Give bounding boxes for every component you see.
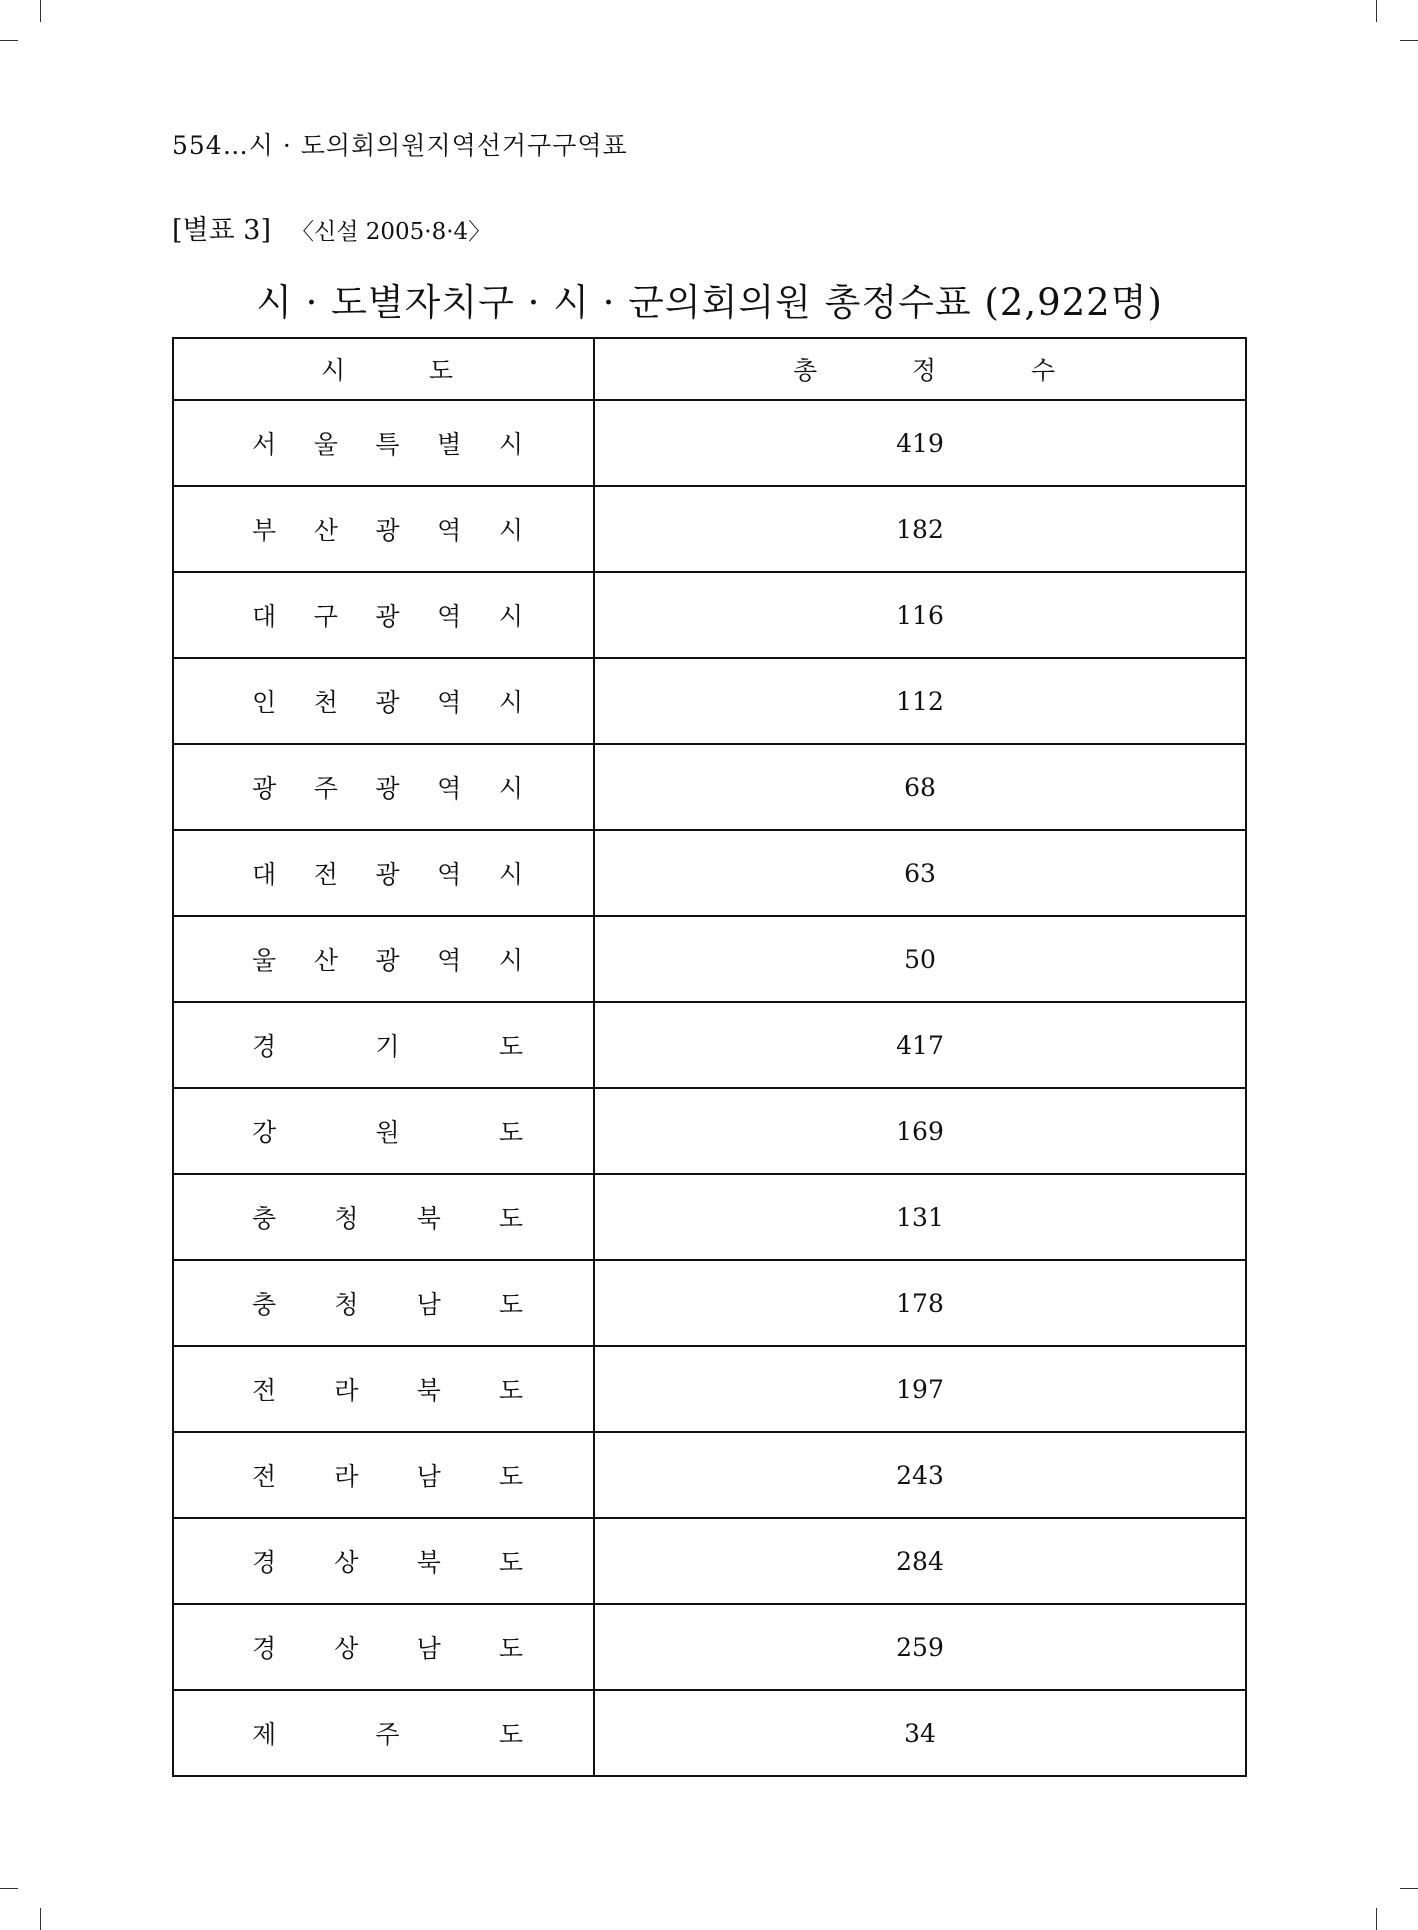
- header-char: 시: [321, 356, 346, 385]
- council-count-cell: 419: [594, 400, 1246, 486]
- region-name-char: 원: [375, 1118, 400, 1147]
- region-name-char: 부: [252, 516, 277, 545]
- column-header-region: [173, 338, 594, 400]
- region-name-char: 광: [375, 946, 400, 975]
- region-name-char: 시: [498, 860, 523, 889]
- council-count-cell: 178: [594, 1260, 1246, 1346]
- region-name-char: 충: [252, 1290, 277, 1319]
- table-row: [173, 1432, 1246, 1518]
- region-name-char: 광: [375, 602, 400, 631]
- region-name-cell: [173, 744, 594, 830]
- region-name-char: 특: [375, 430, 400, 459]
- table-row: [173, 486, 1246, 572]
- region-name-char: 제: [252, 1720, 277, 1749]
- region-name-char: 울: [313, 430, 338, 459]
- region-name-char: 상: [334, 1548, 359, 1577]
- council-count-cell: 284: [594, 1518, 1246, 1604]
- table-row: [173, 400, 1246, 486]
- region-name-char: 도: [498, 1204, 523, 1233]
- table-label-text: [별표 3]: [172, 215, 271, 246]
- table-row: [173, 1518, 1246, 1604]
- region-name-char: 역: [437, 516, 462, 545]
- table-title: 시 · 도별자치구 · 시 · 군의회의원 총정수표 (2,922명): [256, 281, 1163, 324]
- region-name-cell: [173, 1002, 594, 1088]
- council-count-cell: 112: [594, 658, 1246, 744]
- region-name-char: 주: [313, 774, 338, 803]
- region-name-cell: [173, 1604, 594, 1690]
- council-count-cell: 197: [594, 1346, 1246, 1432]
- region-name-char: 역: [437, 860, 462, 889]
- region-name-char: 전: [252, 1376, 277, 1405]
- header-char: 정: [911, 356, 937, 385]
- council-count-cell: 50: [594, 916, 1246, 1002]
- region-name-char: 남: [416, 1462, 441, 1491]
- region-name-char: 울: [252, 946, 277, 975]
- header-char: 총: [793, 356, 818, 385]
- region-name-char: 시: [498, 516, 523, 545]
- region-name-char: 시: [498, 946, 523, 975]
- region-name-char: 경: [252, 1634, 277, 1663]
- table-row: [173, 1690, 1246, 1776]
- region-name-char: 산: [313, 516, 338, 545]
- crop-mark: [1376, 0, 1377, 22]
- region-name-char: 남: [416, 1634, 441, 1663]
- region-name-cell: [173, 1346, 594, 1432]
- table-header-row: [173, 338, 1246, 400]
- council-count-table: [172, 337, 1247, 1777]
- amendment-note: 〈신설 2005·8·4〉: [291, 219, 492, 245]
- council-count-cell: 243: [594, 1432, 1246, 1518]
- table-row: [173, 572, 1246, 658]
- region-name-char: 주: [375, 1720, 400, 1749]
- region-name-char: 대: [252, 602, 277, 631]
- region-name-char: 구: [313, 602, 338, 631]
- region-name-char: 도: [498, 1462, 523, 1491]
- table-row: [173, 1346, 1246, 1432]
- region-name-char: 광: [252, 774, 277, 803]
- region-name-char: 시: [498, 688, 523, 717]
- region-name-char: 북: [416, 1376, 441, 1405]
- region-name-char: 광: [375, 516, 400, 545]
- region-name-char: 대: [252, 860, 277, 889]
- region-name-char: 광: [375, 860, 400, 889]
- crop-mark: [1376, 1908, 1377, 1930]
- table-body: [173, 400, 1246, 1776]
- region-name-char: 산: [313, 946, 338, 975]
- region-name-char: 역: [437, 602, 462, 631]
- table-row: [173, 1088, 1246, 1174]
- council-count-cell: 131: [594, 1174, 1246, 1260]
- region-name-char: 강: [252, 1118, 277, 1147]
- region-name-char: 라: [334, 1462, 359, 1491]
- region-name-char: 도: [498, 1118, 523, 1147]
- region-name-cell: [173, 658, 594, 744]
- region-name-char: 별: [437, 430, 462, 459]
- region-name-char: 도: [498, 1634, 523, 1663]
- crop-mark: [0, 1888, 18, 1889]
- region-name-char: 남: [416, 1290, 441, 1319]
- crop-mark: [40, 1908, 41, 1930]
- region-name-char: 라: [334, 1376, 359, 1405]
- crop-mark: [1400, 40, 1418, 41]
- table-row: [173, 916, 1246, 1002]
- region-name-char: 청: [334, 1290, 359, 1319]
- region-name-char: 역: [437, 946, 462, 975]
- region-name-char: 시: [498, 774, 523, 803]
- region-name-char: 기: [375, 1032, 400, 1061]
- region-name-cell: [173, 916, 594, 1002]
- council-count-cell: 169: [594, 1088, 1246, 1174]
- crop-mark: [40, 0, 41, 22]
- region-name-char: 도: [498, 1032, 523, 1061]
- region-name-cell: [173, 1518, 594, 1604]
- table-row: [173, 1174, 1246, 1260]
- region-name-cell: [173, 1690, 594, 1776]
- council-count-cell: 182: [594, 486, 1246, 572]
- region-name-char: 경: [252, 1548, 277, 1577]
- region-name-char: 역: [437, 774, 462, 803]
- region-name-cell: [173, 830, 594, 916]
- region-name-char: 경: [252, 1032, 277, 1061]
- region-name-char: 천: [313, 688, 338, 717]
- region-name-char: 전: [252, 1462, 277, 1491]
- region-name-char: 청: [334, 1204, 359, 1233]
- council-count-cell: 116: [594, 572, 1246, 658]
- region-name-char: 시: [498, 430, 523, 459]
- crop-mark: [1400, 1888, 1418, 1889]
- region-name-cell: [173, 400, 594, 486]
- region-name-cell: [173, 486, 594, 572]
- table-label: [172, 208, 491, 247]
- region-name-char: 도: [498, 1290, 523, 1319]
- region-name-cell: [173, 1260, 594, 1346]
- table-row: [173, 744, 1246, 830]
- header-char: 수: [1030, 356, 1055, 385]
- council-count-cell: 417: [594, 1002, 1246, 1088]
- region-name-char: 도: [498, 1376, 523, 1405]
- running-head: 554…시 · 도의회의원지역선거구구역표: [172, 131, 628, 160]
- region-name-char: 광: [375, 774, 400, 803]
- council-count-cell: 259: [594, 1604, 1246, 1690]
- region-name-char: 전: [313, 860, 338, 889]
- region-name-char: 충: [252, 1204, 277, 1233]
- region-name-cell: [173, 1174, 594, 1260]
- council-count-cell: 34: [594, 1690, 1246, 1776]
- table-row: [173, 1002, 1246, 1088]
- region-name-char: 도: [498, 1720, 523, 1749]
- header-char: 도: [428, 356, 453, 385]
- region-name-cell: [173, 572, 594, 658]
- region-name-char: 시: [498, 602, 523, 631]
- region-name-cell: [173, 1432, 594, 1518]
- council-count-cell: 63: [594, 830, 1246, 916]
- region-name-char: 역: [437, 688, 462, 717]
- table-row: [173, 1260, 1246, 1346]
- region-name-char: 북: [416, 1548, 441, 1577]
- table-row: [173, 658, 1246, 744]
- region-name-char: 인: [252, 688, 277, 717]
- region-name-char: 서: [252, 430, 277, 459]
- region-name-char: 상: [334, 1634, 359, 1663]
- crop-mark: [0, 40, 18, 41]
- column-header-count: [594, 338, 1246, 400]
- table-row: [173, 1604, 1246, 1690]
- region-name-cell: [173, 1088, 594, 1174]
- region-name-char: 광: [375, 688, 400, 717]
- region-name-char: 도: [498, 1548, 523, 1577]
- table-row: [173, 830, 1246, 916]
- council-count-cell: 68: [594, 744, 1246, 830]
- region-name-char: 북: [416, 1204, 441, 1233]
